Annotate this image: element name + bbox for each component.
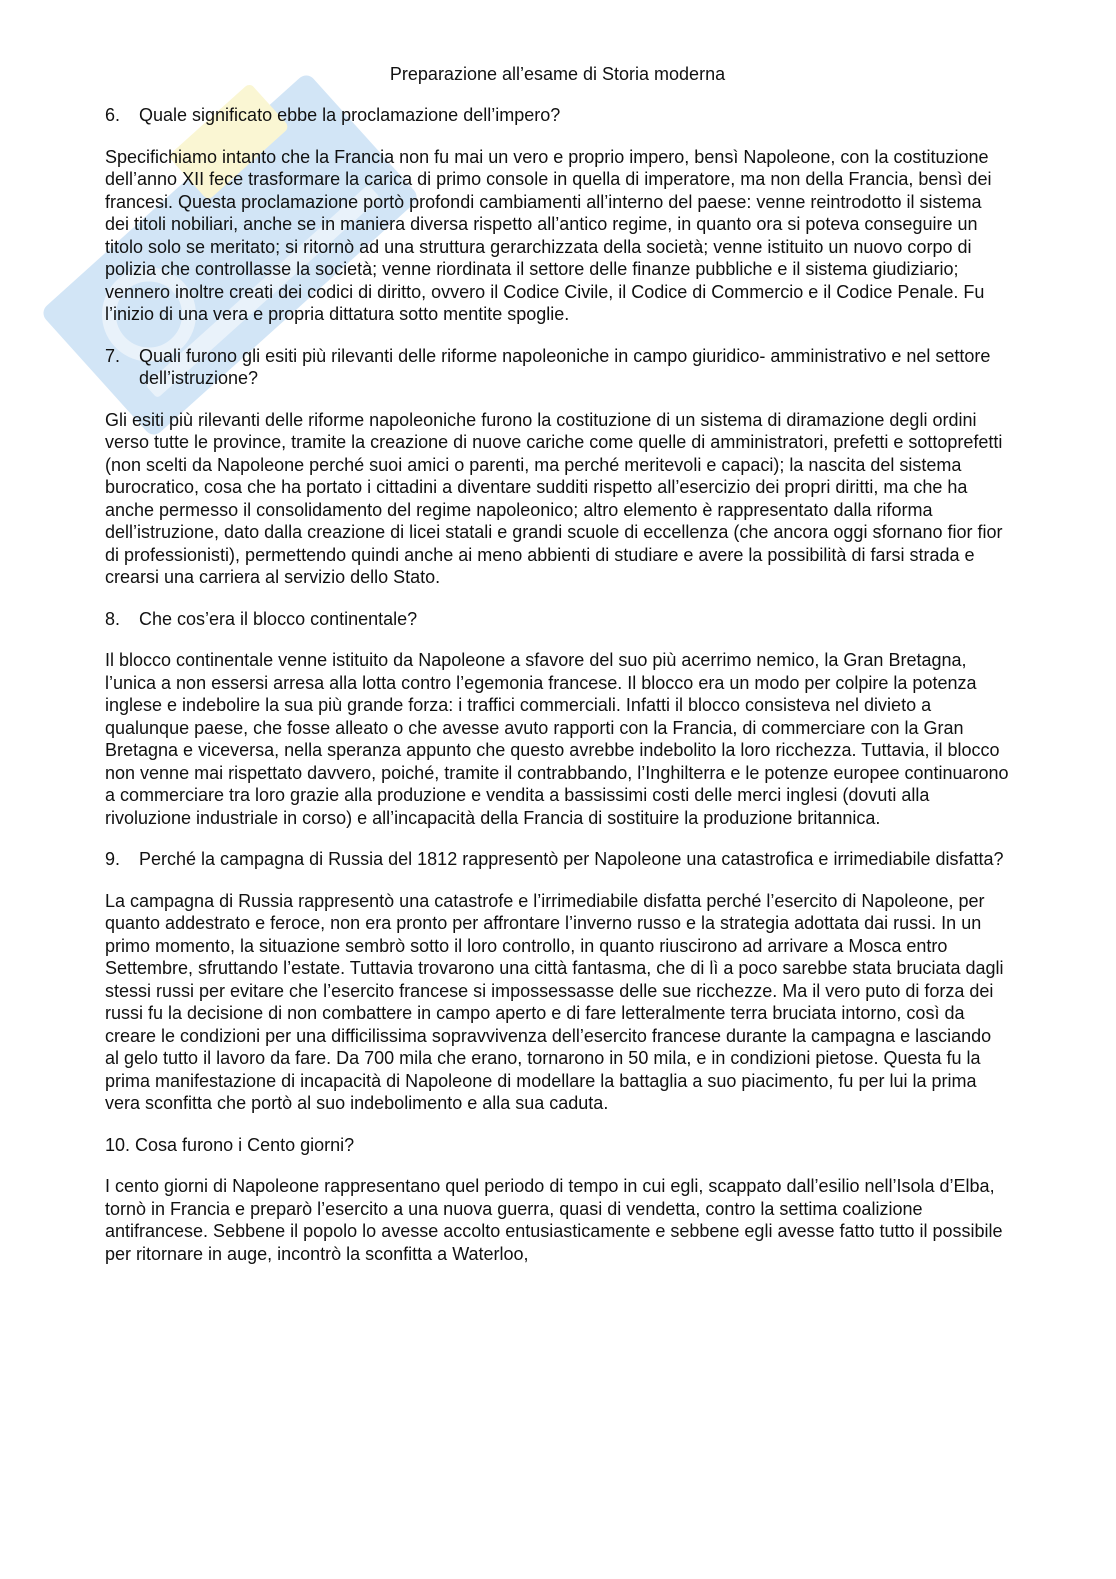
question-number: 8. [105,608,121,629]
question-10 [105,1134,1010,1157]
question-number: 6. [105,105,121,125]
document-page [105,62,1010,1265]
question-number: 9. [105,849,121,869]
question-text: Quale significato ebbe la proclamazione dell’impero? [139,105,561,125]
question-number: 10. [105,1134,131,1155]
question-text: Che cos’era il blocco continentale? [139,608,418,629]
answer-9: La campagna di Russia rappresentò una catastrofe e l’irrimediabile disfatta perché l’esercito di Napoleone, per quanto addestrato e feroce, non era pronto per affrontare l’inverno russo e la strategia adottata dai russi. In un primo momento, la situazione sembrò sotto il loro controllo, in quanto riuscirono ad arrivare a Mosca entro Settembre, sfruttando l’estate. Tuttavia trovarono una città fantasma, che di lì a poco sarebbe stata bruciata dagli stessi russi per evitare che l’esercito francese si impossessasse delle sue ricchezze. Ma il vero puto di forza dei russi fu la decisione di non combattere in campo aperto e di fare letteralmente terra bruciata intorno, così da creare le condizioni per una difficilissima sopravvivenza dell’esercito francese durante la campagna e lasciando al gelo tutto il lavoro da fare. Da 700 mila che erano, tornarono in 50 mila, e in condizioni pietose. Questa fu la prima manifestazione di incapacità di Napoleone di modellare la battaglia a suo piacimento, fu per lui la prima vera sconfitta che portò al suo indebolimento e alla sua caduta. [105,890,1004,1113]
answer-8: Il blocco continentale venne istituito da Napoleone a sfavore del suo più acerrimo nemico, la Gran Bretagna, l’unica a non essersi arresa alla lotta contro l’egemonia francese. Il blocco era un modo per colpire la potenza inglese e indebolire la sua più grande forza: i traffici commerciali. Infatti il blocco consisteva nel divieto a qualunque paese, che fosse alleato o che avesse avuto rapporti con la Francia, di commerciare con la Gran Bretagna e viceversa, nella speranza appunto che questo avrebbe indebolito la loro ricchezza. Tuttavia, il blocco non venne mai rispettato davvero, poiché, tramite il contrabbando, l’Inghilterra e le potenze europee continuarono a commerciare tra loro grazie alla produzione e vendita a bassissimi costi delle merci inglesi (dovuti alla rivoluzione industriale in corso) e all’incapacità della Francia di sostituire la produzione britannica. [105,650,1009,828]
answer-6: Specifichiamo intanto che la Francia non fu mai un vero e proprio impero, bensì Napoleone, con la costituzione dell’anno XII fece trasformare la carica di primo console in quella di imperatore, ma non della Francia, bensì dei francesi. Questa proclamazione portò profondi cambiamenti all’interno del paese: venne reintrodotto il sistema dei titoli nobiliari, anche se in maniera diversa rispetto all’antico regime, in quanto ora si poteva conseguire un titolo solo se meritato; si ritornò ad una struttura gerarchizzata della società; venne istituito un nuovo corpo di polizia che controllasse la società; venne riordinata il settore delle finanze pubbliche e il sistema giudiziario; vennero inoltre creati dei codici di diritto, ovvero il Codice Civile, il Codice di Commercio e il Codice Penale. Fu l’inizio di una vera e propria dittatura sotto mentite spoglie. [105,146,992,324]
question-7 [105,345,1010,390]
question-8 [105,608,1010,631]
page-header: Preparazione all’esame di Storia moderna [389,64,726,84]
answer-7: Gli esiti più rilevanti delle riforme napoleoniche furono la costituzione di un sistema di diramazione degli ordini verso tutte le province, tramite la creazione di nuove cariche come quelle di amministratori, prefetti e sottoprefetti (non scelti da Napoleone perché suoi amici o parenti, ma perché meritevoli e capaci); la nascita del sistema burocratico, cosa che ha portato i cittadini a diventare sudditi rispetto all’esercizio dei propri diritti, ma che ha anche permesso il consolidamento del regime napoleonico; altro elemento è rappresentato dalla riforma dell’istruzione, dato dalla creazione di licei statali e grandi scuole di eccellenza (che ancora oggi sfornano fior fior di professionisti), permettendo quindi anche ai meno abbienti di studiare e avere la possibilità di farsi strada e crearsi una carriera al servizio dello Stato. [105,409,1003,587]
answer-10: I cento giorni di Napoleone rappresentano quel periodo di tempo in cui egli, scappato dall’esilio nell’Isola d’Elba, tornò in Francia e preparò l’esercito a una nuova guerra, quasi di vendetta, contro la settima coalizione antifrancese. Sebbene il popolo lo avesse accolto entusiasticamente e sebbene egli avesse fatto tutto il possibile per ritornare in auge, incontrò la sconfitta a Waterloo, [105,1176,1003,1264]
question-text: Quali furono gli esiti più rilevanti delle riforme napoleoniche in campo giuridico- amministrativo e nel settore dell’istruzione? [139,345,991,388]
question-number: 7. [105,345,121,366]
question-6 [105,104,1010,127]
question-text: Cosa furono i Cento giorni? [135,1134,355,1155]
question-text: Perché la campagna di Russia del 1812 rappresentò per Napoleone una catastrofica e irrimediabile disfatta? [139,849,1004,869]
question-9 [105,848,1010,871]
